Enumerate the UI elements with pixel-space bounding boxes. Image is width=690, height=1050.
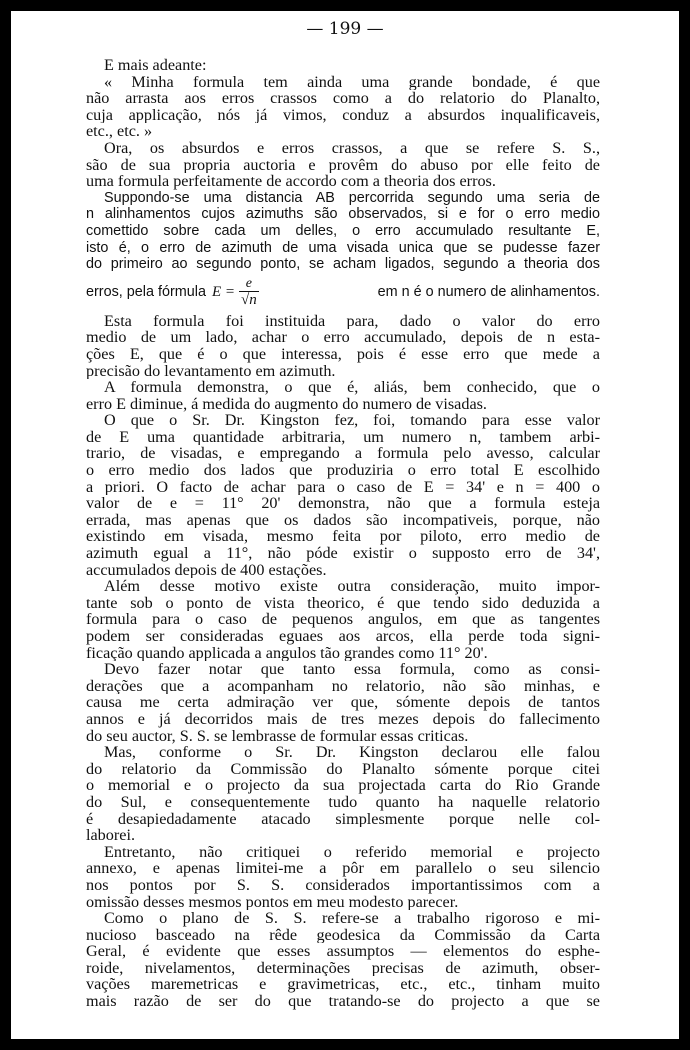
text-line: valor de e = 11° 20' demonstra, não que a formula esteja [86, 495, 600, 512]
text-line: Como o plano de S. S. refere-se a trabalho rigoroso e mi- [104, 910, 600, 927]
text-line: do Sul, e consequentemente tudo quanto ha naquelle relatorio [86, 793, 600, 811]
text-line: o erro medio dos lados que produziria o erro total E escolhido [86, 462, 600, 479]
formula-lhs: E = [211, 284, 236, 301]
text-line: Devo fazer notar que tanto essa formula, como as consi- [104, 661, 600, 678]
document-page [11, 11, 679, 1039]
text-line: do seu auctor, S. S. se lembrasse de formular essas criticas. [86, 727, 469, 745]
text-line: a priori. O facto de achar para o caso de E = 34' e n = 400 o [86, 478, 600, 496]
text-line: laborei. [86, 827, 135, 844]
text-line: erro E diminue, á medida do augmento do numero de visadas. [86, 395, 487, 413]
text-line: Além desse motivo existe outra consideração, muito impor- [104, 578, 600, 595]
text-line: tante sob o ponto de vista theorico, é que tendo sido deduzida a [86, 594, 600, 612]
text-line: mais razão de ser do que tratando-se do projecto a que se [86, 993, 600, 1010]
text-line: Suppondo-se uma distancia AB percorrida segundo uma seria de [104, 189, 600, 206]
text-line: azimuth egual a 11°, não póde existir o supposto erro de 34', [86, 545, 600, 562]
text-line: comettido sobre cada um delles, o erro accumulado resultante E, [86, 222, 600, 239]
text-line: do primeiro ao segundo ponto, se acham ligados, segundo a theoria dos [86, 256, 600, 273]
text-line: uma formula perfeitamente de accordo com a theoria dos erros. [86, 173, 496, 190]
page-number: — 199 — [306, 19, 384, 39]
text-line: annos e já decorridos mais de tres mezes depois do fallecimento [86, 710, 600, 728]
text-line: Ora, os absurdos e erros crassos, a que se refere S. S., [104, 139, 600, 157]
text-line: « Minha formula tem ainda uma grande bondade, é que [104, 73, 600, 91]
text-line: nos pontos por S. S. considerados importantissimos com a [86, 876, 600, 894]
text-line: causa me certa admiração ver que, sómente depois de tantos [86, 694, 600, 711]
text-line: trario, de visadas, e empregando a formula pelo avesso, calcular [86, 445, 600, 463]
text-line: formula para o caso de pequenos angulos, em que as tangentes [86, 611, 600, 628]
text-line: podem ser consideradas eguaes aos arcos, ella perde toda signi- [86, 628, 600, 645]
text-line: o memorial e o projecto da sua projectada carta do Rio Grande [86, 777, 600, 794]
text-line: E mais adeante: [104, 57, 207, 74]
text-line: accumulados depois de 400 estações. [86, 561, 327, 579]
formula-fraction [239, 277, 259, 308]
text-line: nucioso basceado na rêde geodesica da Commissão da Carta [86, 926, 600, 944]
text-line: A formula demonstra, o que é, aliás, bem conhecido, que o [104, 379, 600, 396]
text-line: Entretanto, não critiquei o referido memorial e projecto [104, 843, 600, 861]
text-line: etc., etc. » [86, 123, 153, 140]
text-line: precisão do levantamento em azimuth. [86, 362, 336, 380]
text-line: do relatorio da Commissão do Planalto sómente porque citei [86, 760, 600, 778]
text-line: medio de um lado, achar o erro accumulado, depois de n esta- [86, 329, 600, 346]
text-line: Esta formula foi instituida para, dado o valor do erro [104, 312, 600, 330]
text-line: isto é, o erro de azimuth de uma visada unica que se pudesse fazer [86, 239, 600, 256]
text-line: são de sua propria auctoria e provêm do abuso por elle feito de [86, 156, 600, 174]
formula-numerator: e [245, 276, 252, 292]
text-line: Mas, conforme o Sr. Dr. Kingston declarou elle falou [104, 744, 600, 761]
formula-suffix: em n é o numero de alinhamentos. [377, 284, 600, 301]
text-line: derações que a acompanham no relatorio, não são minhas, e [86, 677, 600, 695]
formula-prefix: erros, pela fórmula [86, 284, 206, 301]
text-line: O que o Sr. Dr. Kingston fez, foi, tomando para esse valor [104, 412, 600, 429]
text-line: é desapiedadamente atacado simplesmente porque nelle col- [86, 810, 600, 828]
text-line: cuja applicação, nós já vimos, conduz a absurdos inqualificaveis, [86, 106, 600, 124]
text-line: Geral, é evidente que esses assumptos — elementos do esphe- [86, 943, 600, 960]
text-line: n alinhamentos cujos azimuths são observados, si e for o erro medio [86, 206, 600, 223]
text-line: errada, mas apenas que os dados são incompativeis, porque, não [86, 511, 600, 529]
text-line: existindo em visada, mesmo feita por piloto, erro medio de [86, 528, 600, 546]
text-line: ções E, que é o que interessa, pois é esse erro que mede a [86, 345, 600, 363]
text-line: de E uma quantidade arbitraria, um numero n, tambem arbi- [86, 428, 600, 446]
text-line: não arrasta aos erros crassos como a do relatorio do Planalto, [86, 90, 600, 107]
text-line: ficação quando applicada a angulos tão grandes como 11° 20'. [86, 644, 488, 662]
body-text [86, 57, 600, 1010]
text-line: annexo, e apenas limitei-me a pôr em parallelo o seu silencio [86, 860, 600, 877]
formula-denominator: √n [241, 292, 257, 309]
formula-line [86, 273, 600, 313]
text-line: omissão desses mesmos pontos em meu modesto parecer. [86, 893, 459, 911]
text-line: roide, nivelamentos, determinações precisas de azimuth, obser- [86, 959, 600, 977]
text-line: vações maremetricas e gravimetricas, etc., etc., tinham muito [86, 976, 600, 994]
